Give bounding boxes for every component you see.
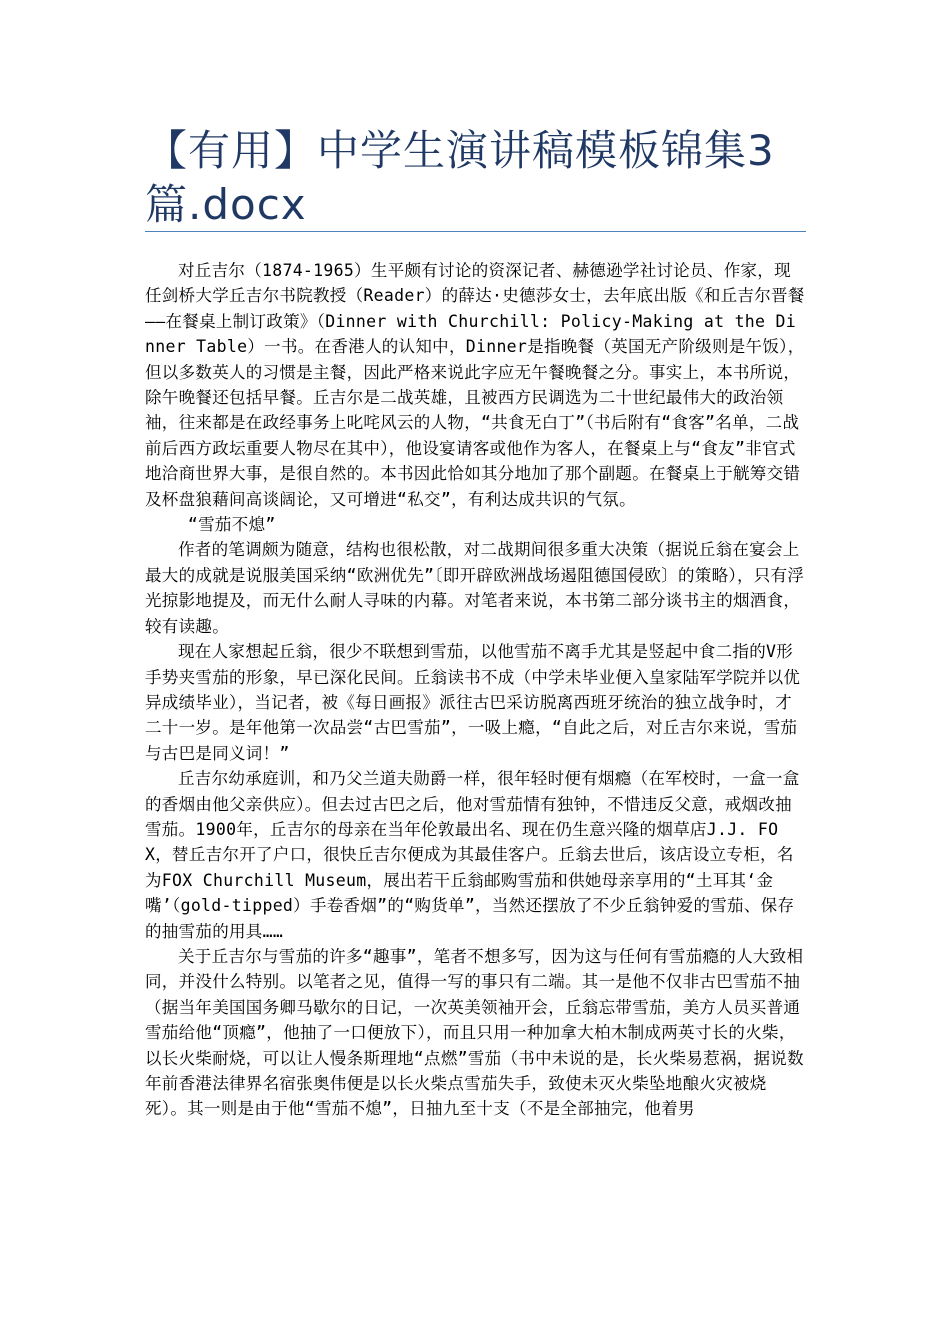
document-title: 【有用】中学生演讲稿模板锦集3篇.docx: [145, 126, 775, 229]
paragraph-smoking-habit: 丘吉尔幼承庭训，和乃父兰道夫勋爵一样，很年轻时便有烟瘾（在军校时，一盒一盒的香烟由他父亲供应）。但去过古巴之后，他对雪茄情有独钟，不惜违反父意，戒烟改抽雪茄。1900年，丘吉尔的母亲在当年伦敦最出名、现在仍生意兴隆的烟草店J.J. FOX，替丘吉尔开了户口，很快丘吉尔便成为其最佳客户。丘翁去世后，该店设立专柜，名为FOX Churchill Museum，展出若干丘翁邮购雪茄和供她母亲享用的“土耳其‘金嘴’（gold-tipped）手卷香烟”的“购货单”，当然还摆放了不少丘翁钟爱的雪茄、保存的抽雪茄的用具……: [145, 769, 800, 941]
paragraph-style: 作者的笔调颇为随意，结构也很松散，对二战期间很多重大决策（据说丘翁在宴会上最大的成就是说服美国采纳“欧洲优先”〔即开辟欧洲战场遏阻德国侵欧〕的策略），只有浮光掠影地提及，而无什么耐人寻味的内幕。对笔者来说，本书第二部分谈书主的烟酒食，较有读趣。: [145, 540, 805, 636]
paragraph-anecdotes: 关于丘吉尔与雪茄的许多“趣事”，笔者不想多写，因为这与任何有雪茄瘾的人大致相同，并没什么特别。以笔者之见，值得一写的事只有二端。其一是他不仅非古巴雪茄不抽（据当年美国国务卿马歇尔的日记，一次英美领袖开会，丘翁忘带雪茄，美方人员买普通雪茄给他“顶瘾”，他抽了一口便放下），而且只用一种加拿大柏木制成两英寸长的火柴，以长火柴耐烧，可以让人慢条斯理地“点燃”雪茄（书中未说的是，长火柴易惹祸，据说数年前香港法律界名宿张奥伟便是以长火柴点雪茄失手，致使未灭火柴坠地酿火灾被烧死）。其一则是由于他“雪茄不熄”，日抽九至十支（不是全部抽完，他着男: [145, 946, 804, 1119]
document-body: [145, 258, 805, 1122]
paragraph-cigar-image: 现在人家想起丘翁，很少不联想到雪茄，以他雪茄不离手尤其是竖起中食二指的V形手势夹雪茄的形象，早已深化民间。丘翁读书不成（中学未毕业便入皇家陆军学院并以优异成绩毕业），当记者，被《每日画报》派往古巴采访脱离西班牙统治的独立战争时，才二十一岁。是年他第一次品尝“古巴雪茄”，一吸上瘾，“自此之后，对丘吉尔来说，雪茄与古巴是同义词！”: [145, 642, 801, 763]
title-divider: [145, 231, 806, 232]
section-heading-cigar: “雪茄不熄”: [187, 515, 276, 535]
paragraph-intro: 对丘吉尔（1874-1965）生平颇有讨论的资深记者、赫德逊学社讨论员、作家，现任剑桥大学丘吉尔书院教授（Reader）的薛达·史德莎女士，去年底出版《和丘吉尔晋餐——在餐桌上制订政策》（Dinner with Churchill: Policy-Making at the Dinner Table）一书。在香港人的认知中，Dinner是指晚餐（英国无产阶级则是午饭），但以多数英人的习惯是主餐，因此严格来说此字应无午餐晚餐之分。事实上，本书所说，除午晚餐还包括早餐。丘吉尔是二战英雄，且被西方民调选为二十世纪最伟大的政治领袖，往来都是在政经事务上叱咤风云的人物，“共食无白丁”（书后附有“食客”名单，二战前后西方政坛重要人物尽在其中），他设宴请客或他作为客人，在餐桌上与“食友”非官式地洽商世界大事，是很自然的。本书因此恰如其分地加了那个副题。在餐桌上于觥筹交错及杯盘狼藉间高谈阔论，又可增进“私交”，有利达成共识的气氛。: [145, 261, 805, 509]
